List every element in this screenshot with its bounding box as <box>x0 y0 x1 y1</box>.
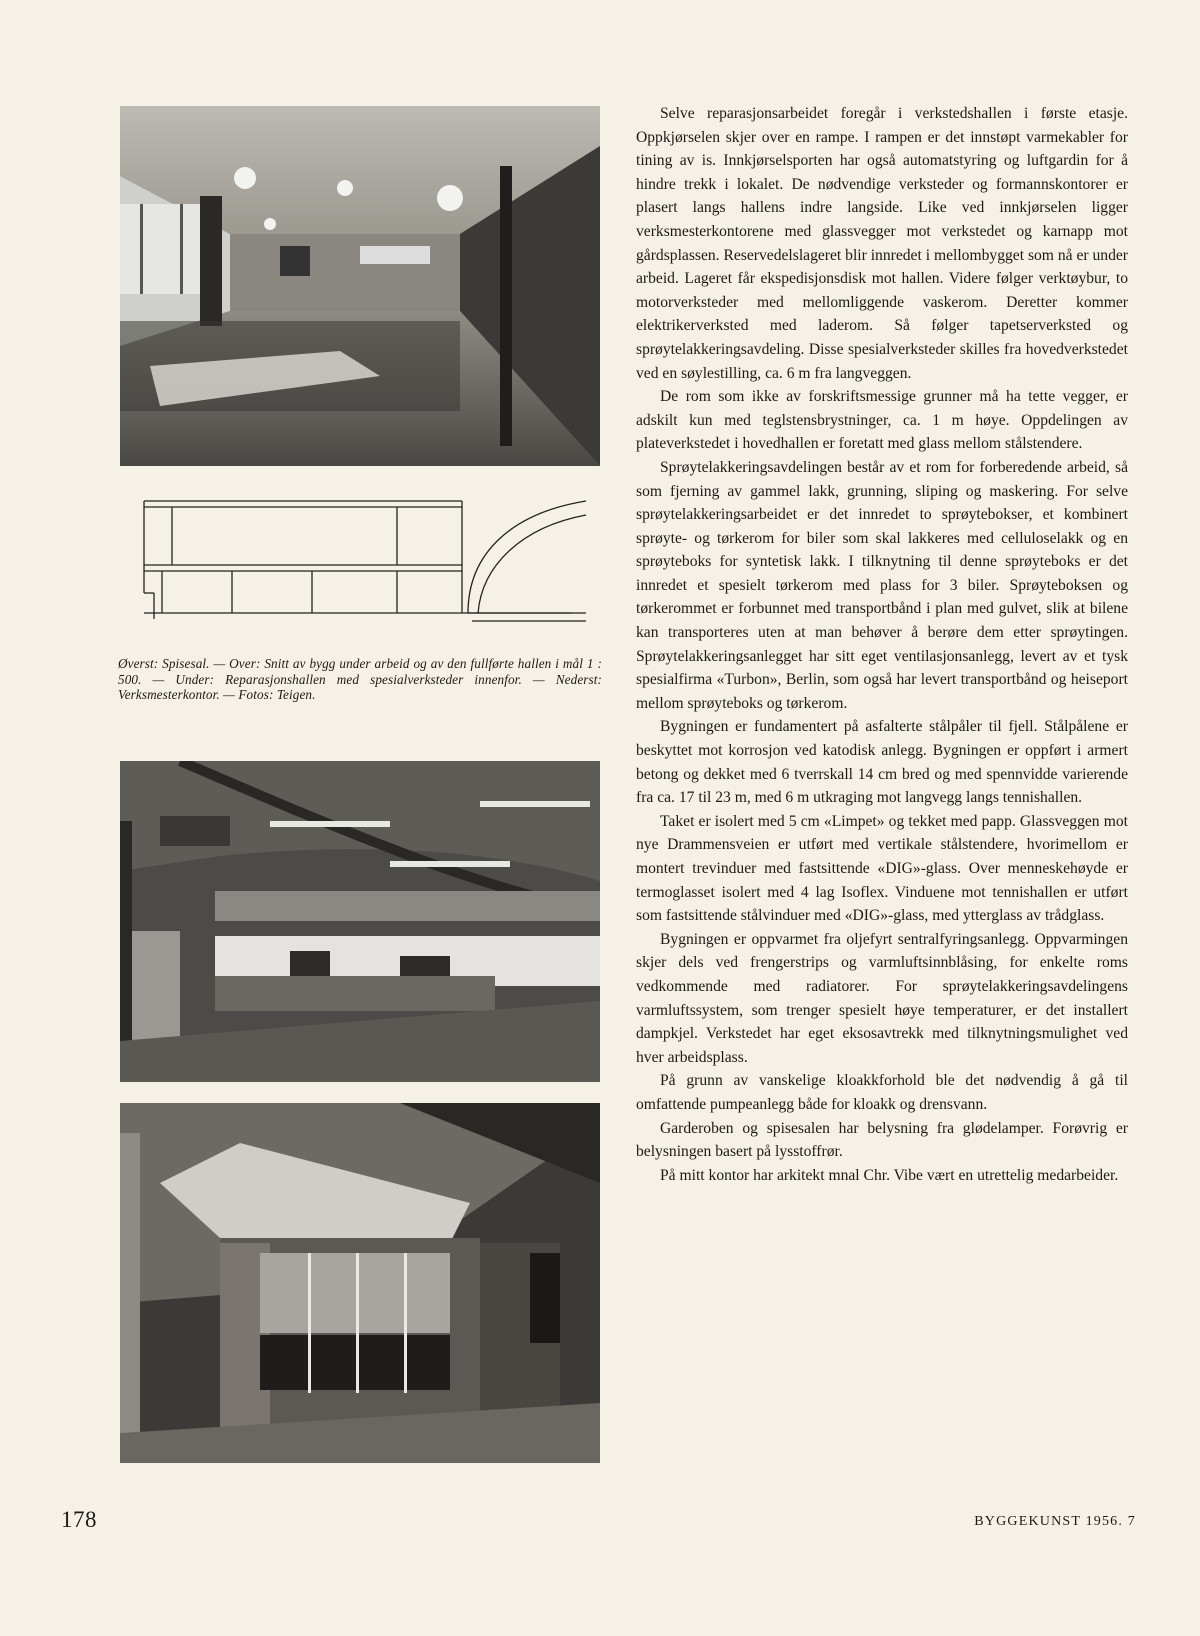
paragraph: Sprøytelakkeringsavdelingen består av et rom for forberedende arbeid, så som fjerning av gammel lakk, grunning, sliping og maskering. For selve sprøytelakkeringsarbeidet er det innredet to sprøytebokser, et kombinert sprøyte- og tørkerom for biler som skal lakkeres med celluloselakk og en sprøyteboks for syntetisk lakk. I tilknytning til denne sprøyteboks er det innredet et spesielt tørkerom med plass for 3 biler. Sprøyteboksen og tørkerommet er forbunnet med transportbånd i plan med gulvet, slik at bilene kan transporteres uten at man behøver å berøre dem etter sprøytingen. Sprøytelakkeringsanlegget har sitt eget ventilasjonsanlegg, levert av et tysk spesialfirma «Turbon», Berlin, som også har levert transportbånd og heiseport mellom sprøyteboks og tørkerom. <box>636 458 1128 712</box>
foreman-office-photo <box>120 1103 600 1463</box>
paragraph: Selve reparasjonsarbeidet foregår i verkstedshallen i første etasje. Oppkjørselen skjer over en rampe. I rampen er det innstøpt varmekabler for tining av is. Innkjørselsporten har også automatstyring og luftgardin for å hindre trekk i lokalet. De nødvendige verksteder og formannskontorer er plasert langs hallens indre langside. Like ved innkjørselen ligger verksmesterkontorene med glassvegger mot verkstedet og karnapp mot gårdsplassen. Reservedelslageret blir innredet i mellombygget som nå er under arbeid. Lageret får ekspedisjonsdisk mot hallen. Videre følger verktøybur, to motorverksteder med mellomliggende vaskerom. Deretter kommer elektrikerverksted med laderom. Så følger tapetserverksted og sprøytelakkeringsavdeling. Disse spesialverksteder skilles fra hovedverkstedet ved en søylestilling, ca. 6 m fra langveggen. <box>636 105 1128 382</box>
paragraph: Bygningen er oppvarmet fra oljefyrt sentralfyringsanlegg. Oppvarmingen skjer dels ved frengerstrips og varmluftsinnblåsing, for enkelte roms vedkommende med radiatorer. For sprøytelakkeringsavdelingens varmluftssystem, som trenger spesielt høye temperaturer, er det installert dampkjel. Verkstedet har eget eksosavtrekk med tilknytningsmulighet ved hver arbeidsplass. <box>636 930 1128 1066</box>
workshop-hall-photo <box>120 761 600 1082</box>
article-body <box>636 102 1128 1187</box>
paragraph: Bygningen er fundamentert på asfalterte stålpåler til fjell. Stålpålene er beskyttet mot korrosjon ved katodisk anlegg. Bygningen er oppført i armert betong og dekket med 6 tverrskall 14 cm bred og med spennvidde varierende fra ca. 17 til 23 m, med 6 m utkraging mot langvegg langs tennishallen. <box>636 718 1128 807</box>
paragraph: Taket er isolert med 5 cm «Limpet» og tekket med papp. Glassveggen mot nye Drammensveien er utført med vertikale stålstendere, hvorimellom er montert trevinduer med fastsittende «DIG»-glass. Over menneskehøyde er termoglasset isolert med 4 lag Isoflex. Vinduene mot tennishallen er utført som fastsittende stålvinduer med «DIG»-glass, med ytterglass av trådglass. <box>636 812 1128 925</box>
page-number: 178 <box>61 1507 97 1532</box>
paragraph: På mitt kontor har arkitekt mnal Chr. Vibe vært en utrettelig medarbeider. <box>660 1166 1119 1184</box>
figure-caption: Øverst: Spisesal. — Over: Snitt av bygg under arbeid og av den fullførte hallen i mål 1 : 500. — Under: Reparasjonshallen med spesialverksteder innenfor. — Nederst: Verksmesterkontor. — Fotos: Teigen. <box>118 656 602 702</box>
paragraph: De rom som ikke av forskriftsmessige grunner må ha tette vegger, er adskilt kun med teglstensbrystninger, ca. 1 m høye. Oppdelingen av plateverkstedet i hovedhallen er foretatt med glass mellom stålstendere. <box>636 388 1128 453</box>
dining-hall-photo <box>120 106 600 466</box>
paragraph: Garderoben og spisesalen har belysning fra glødelamper. Forøvrig er belysningen basert på lysstoffrør. <box>636 1119 1128 1161</box>
paragraph: På grunn av vanskelige kloakkforhold ble det nødvendig å gå til omfattende pumpeanlegg både for kloakk og drensvann. <box>636 1072 1128 1113</box>
journal-footer: BYGGEKUNST 1956. 7 <box>974 1514 1136 1529</box>
section-drawing <box>142 493 588 635</box>
